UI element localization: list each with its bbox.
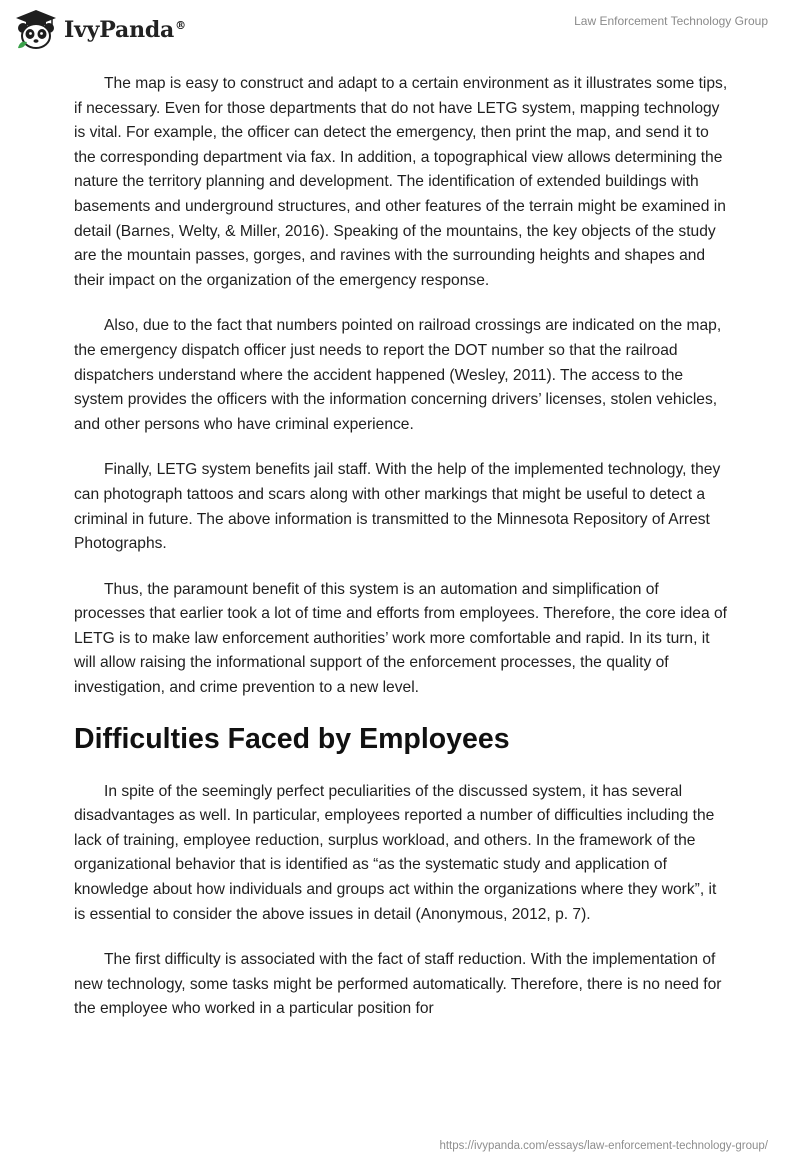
article-body — [74, 72, 730, 1043]
logo-wordmark: IvyPanda® — [64, 17, 186, 43]
section-heading: Difficulties Faced by Employees — [74, 722, 510, 755]
body-paragraph: The first difficulty is associated with the fact of staff reduction. With the implementation of new technology, some tasks might be performed automatically. Therefore, there is no need for the employee who worked in a particular position for — [74, 951, 722, 1018]
document-running-title: Law Enforcement Technology Group — [574, 14, 768, 28]
body-paragraph: The map is easy to construct and adapt to a certain environment as it illustrates some tips, if necessary. Even for those departments that do not have LETG system, mapping technology is vital. For example, the officer can detect the emergency, then print the map, and send it to the corresponding department via fax. In addition, a topographical view allows determining the nature the territory planning and development. The identification of extended buildings with basements and underground structures, and other features of the terrain might be examined in detail (Barnes, Welty, & Miller, 2016). Speaking of the mountains, the key objects of the study are the mountain passes, gorges, and ravines with the surrounding heights and shapes and their impact on the organization of the emergency response. — [74, 75, 728, 289]
panda-graduate-icon — [14, 8, 58, 52]
body-paragraph: Also, due to the fact that numbers pointed on railroad crossings are indicated on the map, the emergency dispatch officer just needs to report the DOT number so that the railroad dispatchers understand where the accident happened (Wesley, 2011). The access to the system provides the officers with the information concerning drivers’ licenses, stolen vehicles, and other persons who have criminal experience. — [74, 317, 722, 433]
body-paragraph: Thus, the paramount benefit of this system is an automation and simplification of processes that earlier took a lot of time and efforts from employees. Therefore, the core idea of LETG is to make law enforcement authorities’ work more comfortable and rapid. In its turn, it will allow raising the informational support of the enforcement processes, the quality of investigation, and crime prevention to a new level. — [74, 580, 727, 697]
body-paragraph: Finally, LETG system benefits jail staff. With the help of the implemented technology, they can photograph tattoos and scars along with other markings that might be useful to detect a criminal in future. The above information is transmitted to the Minnesota Repository of Arrest Photographs. — [74, 461, 721, 553]
ivypanda-logo[interactable] — [14, 8, 186, 52]
body-paragraph: In spite of the seemingly perfect peculiarities of the discussed system, it has several disadvantages as well. In particular, employees reported a number of difficulties including the lack of training, employee reduction, surplus workload, and others. In the framework of the organizational behavior that is identified as “as the systematic study and application of knowledge about how individuals and groups act within the organizations where they work”, it is essential to consider the above issues in detail (Anonymous, 2012, p. 7). — [74, 782, 717, 923]
source-url-link[interactable]: https://ivypanda.com/essays/law-enforcement-technology-group/ — [439, 1140, 768, 1152]
page-header — [0, 0, 800, 60]
